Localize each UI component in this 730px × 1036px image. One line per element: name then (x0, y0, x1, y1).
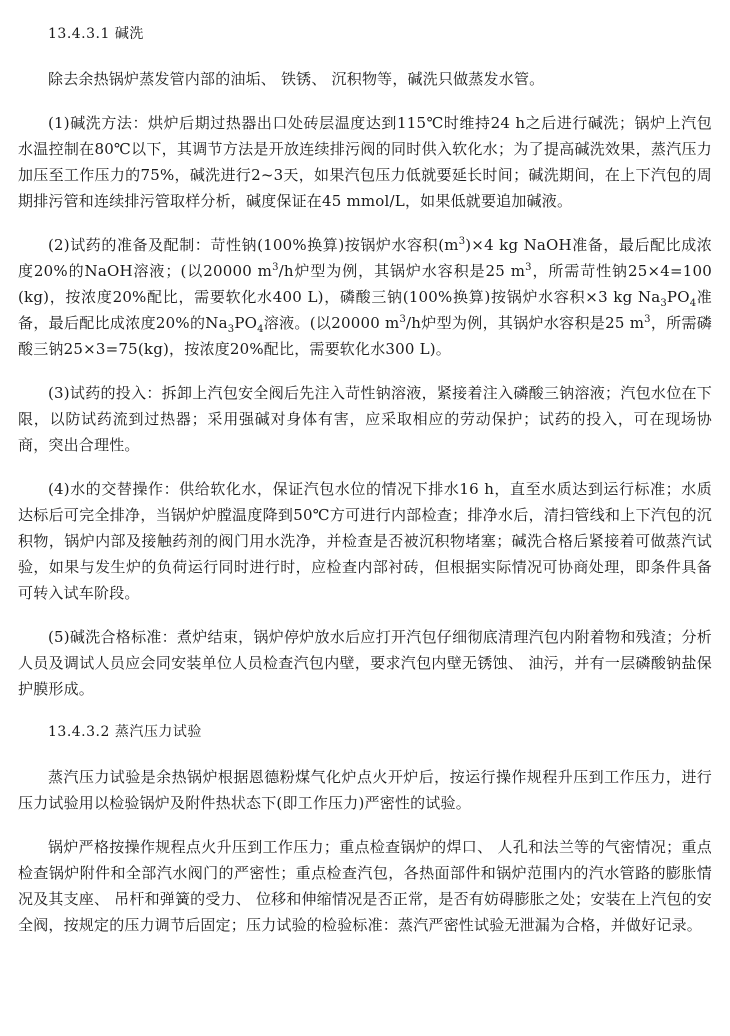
paragraph-pass-standard: (5)碱洗合格标准：煮炉结束，锅炉停炉放水后应打开汽包仔细彻底清理汽包内附着物和残渣；分析人员及调试人员应会同安装单位人员检查汽包内壁，要求汽包内壁无锈蚀、 油污，并有一层磷酸钠盐保护膜形成。 (18, 628, 712, 698)
paragraph-wash-method: (1)碱洗方法：烘炉后期过热器出口处砖层温度达到115℃时维持24 h之后进行碱洗；锅炉上汽包水温控制在80℃以下，其调节方法是开放连续排污阀的同时供入软化水；为了提高碱洗效果，蒸汽压力加压至工作压力的75%，碱洗进行2~3天，如果汽包压力低就要延长时间；碱洗期间，在上下汽包的周期排污管和连续排污管取样分析，碱度保证在45 mmol/L，如果低就要追加碱液。 (18, 114, 712, 210)
paragraph-reagent-preparation: (2)试药的准备及配制：苛性钠(100%换算)按锅炉水容积$(m^3)\times 4$ kg NaOH准备，最后配比成浓度20%的NaOH溶液；(以20000 $m^3/h$炉型为例，其锅炉水容积是25 $m^3$，所需苛性钠25×4=100 (kg)，按浓度20%配比，需要软化水400 L)，磷酸三钠(100%换算)按锅炉水容积×3 kg $Na_3PO_4$准备，最后配比成浓度20%的$Na_3PO_4$溶液。(以20000 $m^3/h$炉型为例，其锅炉水容积是25 $m^3$，所需磷酸三钠25×3=75(kg)，按浓度20%配比，需要软化水300 L)。 (18, 236, 712, 358)
section-heading-steam-pressure-test: 13.4.3.2 蒸汽压力试验 (48, 724, 202, 740)
paragraph-steam-test-definition: 蒸汽压力试验是余热锅炉根据恩德粉煤气化炉点火开炉后，按运行操作规程升压到工作压力，进行压力试验用以检验锅炉及附件热状态下(即工作压力)严密性的试验。 (18, 768, 712, 812)
section-heading-alkali-wash: 13.4.3.1 碱洗 (48, 26, 144, 42)
paragraph-water-exchange: (4)水的交替操作：供给软化水，保证汽包水位的情况下排水16 h，直至水质达到运行标准；水质达标后可完全排净，当锅炉炉膛温度降到50℃方可进行内部检查；排净水后，清扫管线和上下汽包的沉积物，锅炉内部及接触药剂的阀门用水洗净，并检查是否被沉积物堵塞；碱洗合格后紧接着可做蒸汽试验，如果与发生炉的负荷运行同时进行时，应检查内部衬砖，但根据实际情况可协商处理，即条件具备可转入试车阶段。 (18, 480, 712, 602)
paragraph-steam-test-procedure: 锅炉严格按操作规程点火升压到工作压力；重点检查锅炉的焊口、 人孔和法兰等的气密情况；重点检查锅炉附件和全部汽水阀门的严密性；重点检查汽包，各热面部件和锅炉范围内的汽水管路的膨胀情况及其支座、 吊杆和弹簧的受力、 位移和伸缩情况是否正常，是否有妨碍膨胀之处；安装在上汽包的安全阀，按规定的压力调节后固定；压力试验的检验标准：蒸汽严密性试验无泄漏为合格，并做好记录。 (18, 838, 712, 934)
paragraph-intro: 除去余热锅炉蒸发管内部的油垢、 铁锈、 沉积物等，碱洗只做蒸发水管。 (48, 70, 545, 88)
paragraph-reagent-input: (3)试药的投入：拆卸上汽包安全阀后先注入苛性钠溶液，紧接着注入磷酸三钠溶液；汽包水位在下限，以防试药流到过热器；采用强碱对身体有害，应采取相应的劳动保护；试药的投入，可在现场协商，突出合理性。 (18, 384, 712, 454)
